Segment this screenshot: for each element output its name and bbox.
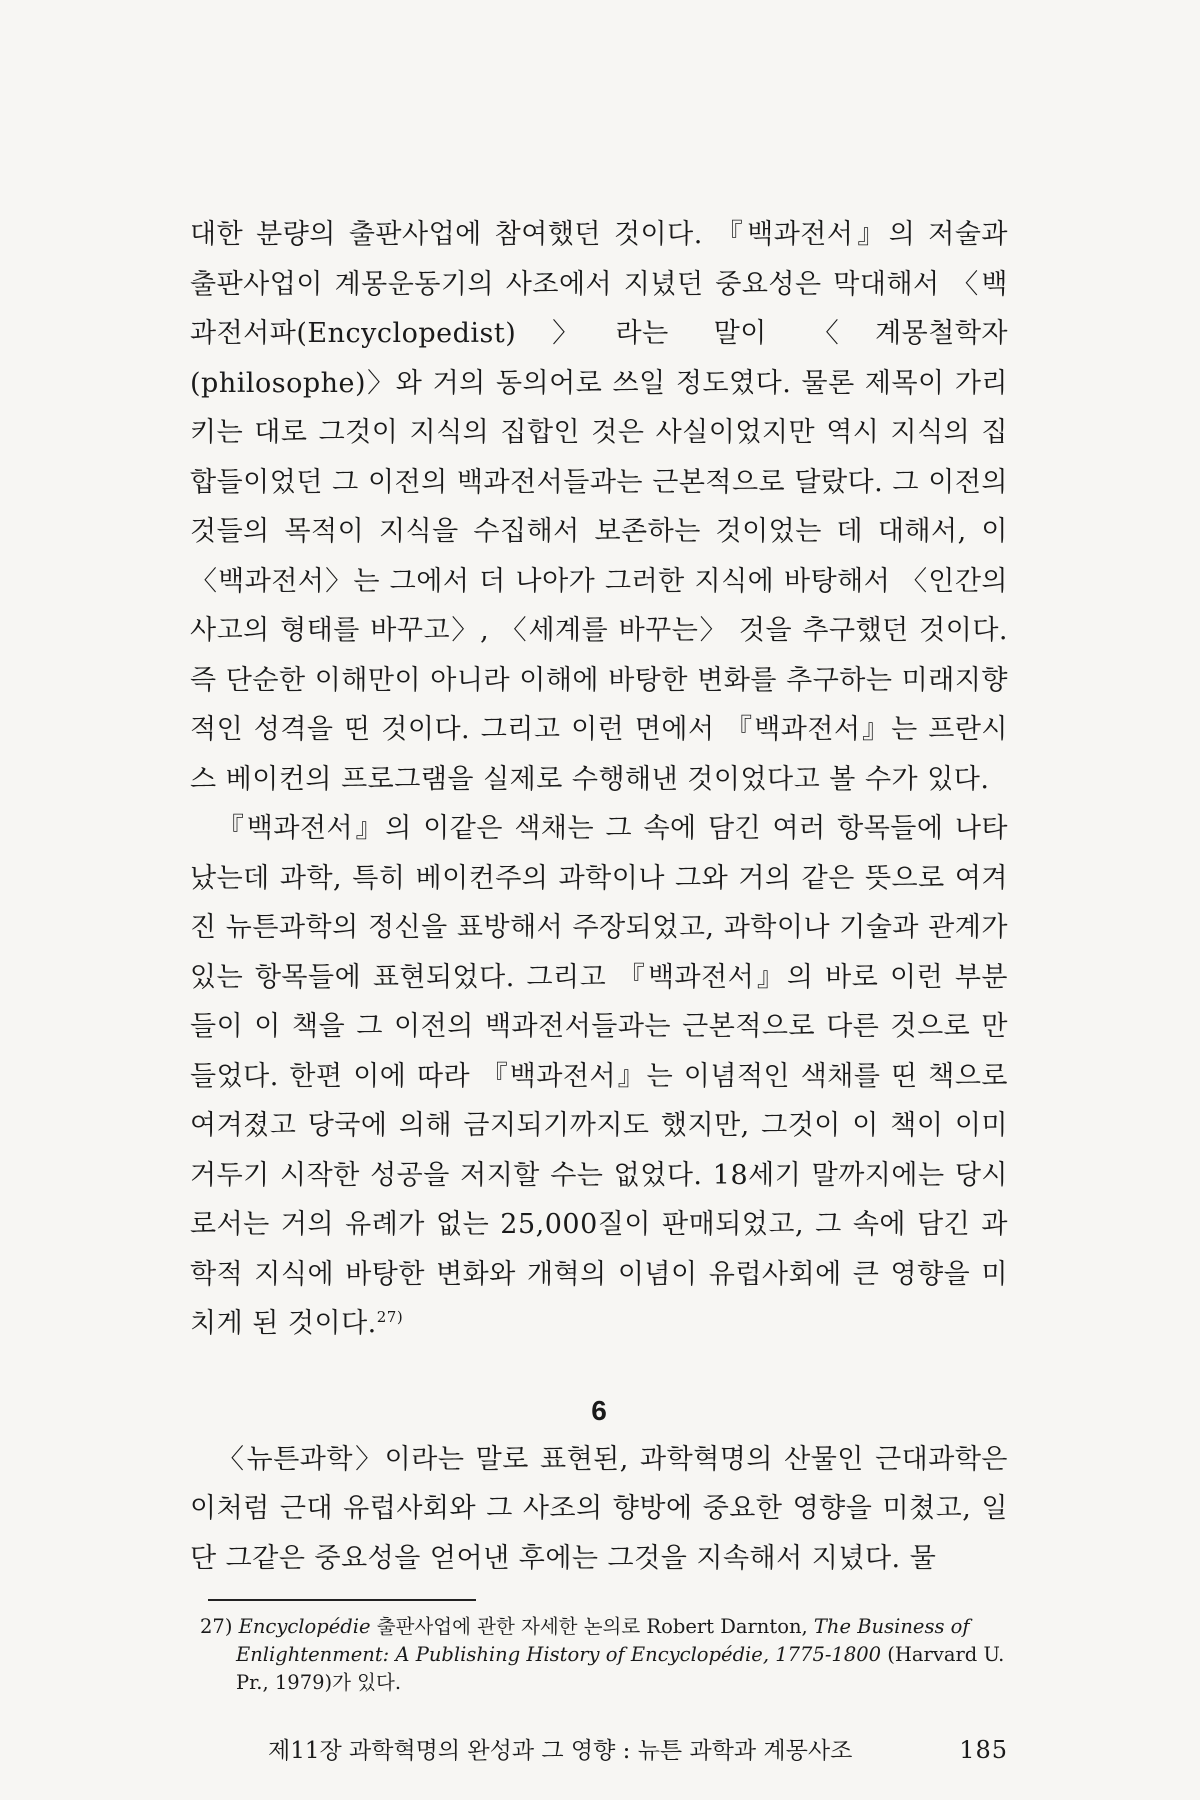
footnote-book-title: The Business of Enlightenment: A Publishing History of Encyclopédie, 1775-1800 xyxy=(236,1615,970,1666)
paragraph-encyclopedie-color xyxy=(190,804,1008,1349)
body-text xyxy=(190,210,1008,1583)
footnote-title-encyclopedie: Encyclopédie xyxy=(238,1615,371,1638)
page-number: 185 xyxy=(959,1736,1008,1764)
footnote-label: 27) xyxy=(200,1615,233,1638)
footnote-divider xyxy=(208,1599,476,1601)
footnote-publisher: (Harvard U. Pr., 1979)가 있다. xyxy=(236,1643,1005,1694)
paragraph-text: 〈뉴튼과학〉이라는 말로 표현된, 과학혁명의 산물인 근대과학은 이처럼 근대 유럽사회와 그 사조의 향방에 중요한 영향을 미쳤고, 일단 그같은 중요성을 얻어낸 후에는 그것을 지속해서 지녔다. 물 xyxy=(190,1443,1008,1574)
running-footer xyxy=(190,1735,1008,1766)
chapter-title: 제11장 과학혁명의 완성과 그 영향 : 뉴튼 과학과 계몽사조 xyxy=(268,1738,853,1764)
paragraph-newtonian-science xyxy=(190,1435,1008,1584)
footnote-text: 출판사업에 관한 자세한 논의로 Robert Darnton, xyxy=(370,1615,814,1638)
footnote-27 xyxy=(200,1613,1008,1697)
footnote-reference[interactable]: 27) xyxy=(376,1308,404,1326)
paragraph-text: 대한 분량의 출판사업에 참여했던 것이다. 『백과전서』의 저술과 출판사업이 계몽운동기의 사조에서 지녔던 중요성은 막대해서 〈백과전서파(Encyclopedist)〉라는 말이 〈계몽철학자(philosophe)〉와 거의 동의어로 쓰일 정도였다. 물론 제목이 가리키는 대로 그것이 지식의 집합인 것은 사실이었지만 역시 지식의 집합들이었던 그 이전의 백과전서들과는 근본적으로 달랐다. 그 이전의 것들의 목적이 지식을 수집해서 보존하는 것이었는 데 대해서, 이 〈백과전서〉는 그에서 더 나아가 그러한 지식에 바탕해서 〈인간의 사고의 형태를 바꾸고〉, 〈세계를 바꾸는〉 것을 추구했던 것이다. 즉 단순한 이해만이 아니라 이해에 바탕한 변화를 추구하는 미래지향적인 성격을 띤 것이다. 그리고 이런 면에서 『백과전서』는 프란시스 베이컨의 프로그램을 실제로 수행해낸 것이었다고 볼 수가 있다. xyxy=(190,219,1008,795)
paragraph-continued xyxy=(190,210,1008,804)
section-number: 6 xyxy=(591,1394,607,1426)
paragraph-text: 『백과전서』의 이같은 색채는 그 속에 담긴 여러 항목들에 나타났는데 과학, 특히 베이컨주의 과학이나 그와 거의 같은 뜻으로 여겨진 뉴튼과학의 정신을 표방해서 주장되었고, 과학이나 기술과 관계가 있는 항목들에 표현되었다. 그리고 『백과전서』의 바로 이런 부분들이 이 책을 그 이전의 백과전서들과는 근본적으로 다른 것으로 만들었다. 한편 이에 따라 『백과전서』는 이념적인 색채를 띤 책으로 여겨졌고 당국에 의해 금지되기까지도 했지만, 그것이 이 책이 이미 거두기 시작한 성공을 저지할 수는 없었다. 18세기 말까지에는 당시로서는 거의 유례가 없는 25,000질이 판매되었고, 그 속에 담긴 과학적 지식에 바탕한 변화와 개혁의 이념이 유럽사회에 큰 영향을 미치게 된 것이다. xyxy=(190,813,1008,1339)
